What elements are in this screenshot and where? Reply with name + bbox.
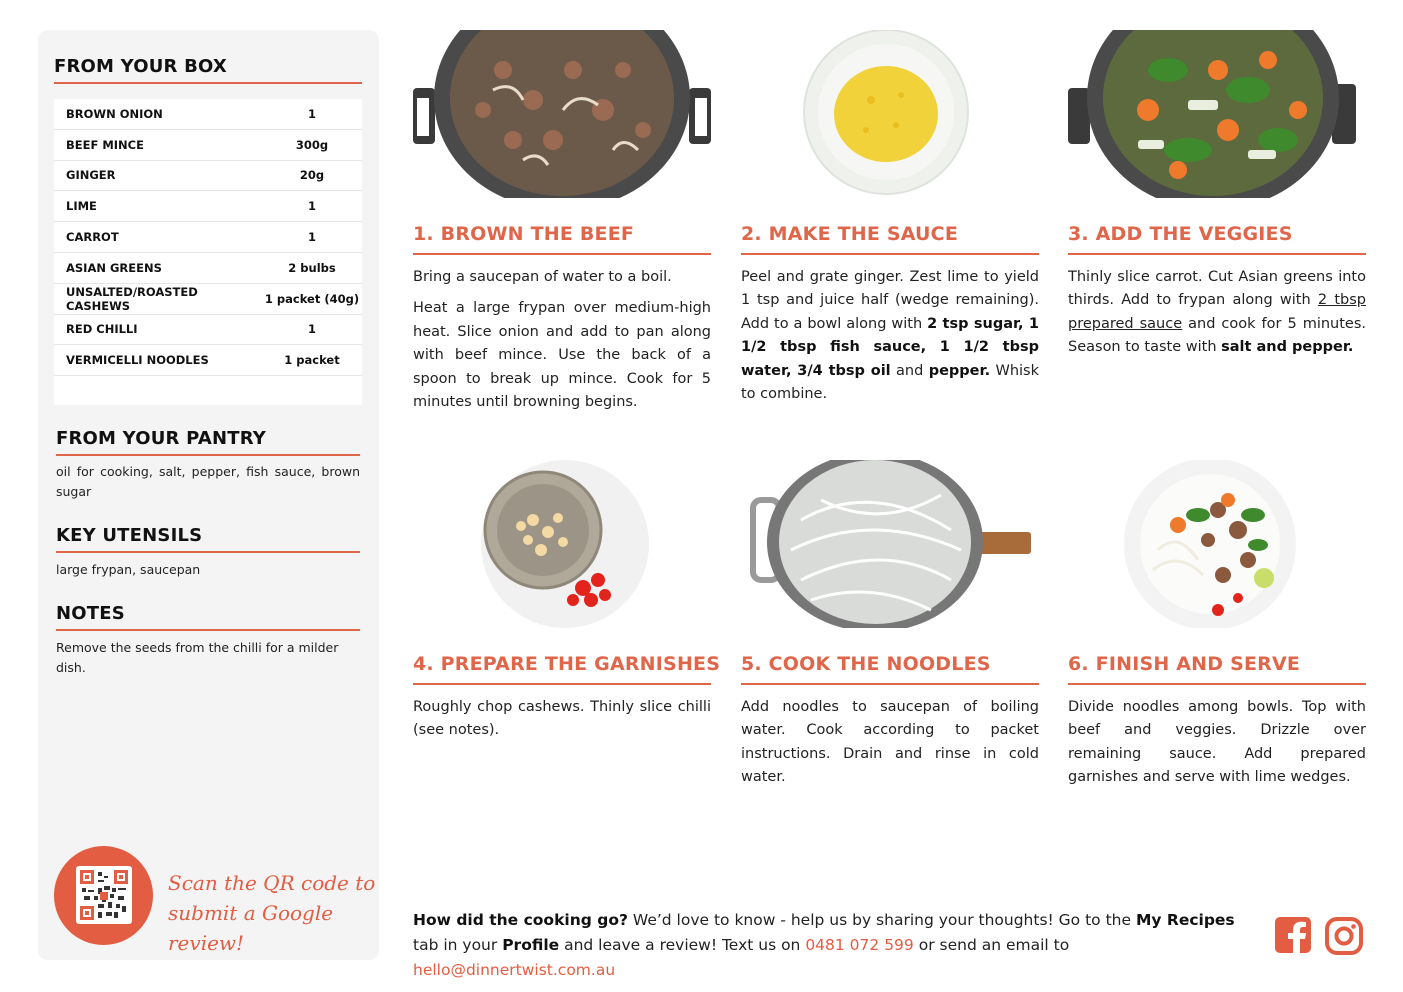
step-3-para	[1068, 266, 1366, 360]
step-5-para: Add noodles to saucepan of boiling water. Cook according to packet instructions. Drain and rinse in cold water.	[741, 699, 1039, 786]
utensils-rule	[56, 551, 360, 553]
step-2-text: Whisk to combine.	[741, 362, 1039, 403]
ingredients-table	[54, 99, 362, 405]
ingredient-name: UNSALTED/ROASTED CASHEWS	[66, 284, 198, 313]
notes-text: Remove the seeds from the chilli for a milder dish.	[56, 640, 339, 675]
pantry-rule	[56, 454, 360, 456]
ingredient-qty: 1	[307, 106, 316, 121]
step-6-rule	[1068, 683, 1366, 685]
finished-dish-photo	[1068, 460, 1366, 628]
ingredient-row	[54, 345, 362, 376]
step-2-para	[741, 266, 1039, 406]
step-2	[741, 30, 1039, 430]
footer-question: How did the cooking go?	[413, 911, 628, 929]
step-1	[413, 30, 711, 430]
step-5	[741, 460, 1039, 786]
notes-rule	[56, 629, 360, 631]
step-6-para: Divide noodles among bowls. Top with beef and veggies. Drizzle over remaining sauce. Add prepared garnishes and serve with lime wedges.	[1068, 699, 1366, 786]
ingredient-row	[54, 315, 362, 346]
footer-bold: My Recipes	[1135, 911, 1235, 929]
step-3-title: 3. ADD THE VEGGIES	[1068, 223, 1293, 245]
step-6	[1068, 460, 1366, 800]
step-1-para: Heat a large frypan over medium-high heat. Slice onion and add to pan along with beef mince. Use the back of a spoon to break up mince. Cook for 5 minutes until browning begins.	[413, 300, 711, 411]
qr-caption-line: Scan the QR code to	[168, 871, 376, 895]
step-2-text: and	[890, 362, 929, 379]
ingredient-row	[54, 191, 362, 222]
step-3-underline: 2 tbsp prepared sauce	[1068, 292, 1366, 332]
ingredient-name: ASIAN GREENS	[66, 260, 162, 275]
step-3-bold: salt and pepper.	[1221, 339, 1354, 356]
ingredient-row	[54, 99, 362, 130]
step-2-bold: pepper.	[928, 362, 991, 379]
ingredient-qty: 1 packet (40g)	[264, 291, 360, 306]
veggies-pan-photo	[1068, 30, 1366, 198]
step-5-body	[741, 696, 1039, 798]
step-6-body	[1068, 696, 1366, 798]
footer-text: and leave a review! Text us on	[559, 936, 806, 954]
ingredient-qty: 300g	[295, 137, 329, 152]
ingredient-name: VERMICELLI NOODLES	[66, 353, 209, 368]
ingredient-name: BEEF MINCE	[66, 137, 144, 152]
instagram-icon[interactable]	[1325, 917, 1363, 955]
step-4-para: Roughly chop cashews. Thinly slice chilli (see notes).	[413, 699, 711, 739]
ingredient-name: CARROT	[66, 230, 119, 245]
footer-bold: Profile	[502, 936, 560, 954]
step-1-body	[413, 266, 711, 422]
footer-phone-link[interactable]: 0481 072 599	[805, 936, 914, 954]
ingredient-row	[54, 222, 362, 253]
sidebar-panel	[38, 30, 379, 960]
ingredient-qty: 1	[307, 230, 316, 245]
ingredient-row	[54, 253, 362, 284]
utensils-text: large frypan, saucepan	[56, 562, 201, 577]
ingredient-name: RED CHILLI	[66, 322, 138, 337]
step-5-rule	[741, 683, 1039, 685]
step-3-rule	[1068, 253, 1366, 255]
qr-review-caption	[168, 868, 379, 958]
step-6-title: 6. FINISH AND SERVE	[1068, 653, 1301, 675]
sauce-bowl-photo	[741, 30, 1039, 198]
step-2-bold: 2 tsp sugar, 1 1/2 tbsp fish sauce, 1 1/2 tbsp water, 3/4 tbsp oil	[741, 315, 1039, 379]
step-2-text: Peel and grate ginger. Zest lime to yield 1 tsp and juice half (wedge remaining). Add to a bowl along with	[741, 269, 1039, 332]
step-3-text: and cook for 5 minutes. Season to taste with	[1068, 315, 1366, 356]
ingredient-qty: 1 packet	[284, 353, 340, 368]
step-2-title: 2. MAKE THE SAUCE	[741, 223, 958, 245]
ingredient-row	[54, 284, 362, 315]
footer-text: tab in your	[413, 936, 503, 954]
step-3	[1068, 30, 1366, 430]
step-4	[413, 460, 721, 780]
noodles-pot-photo	[741, 460, 1039, 628]
utensils-title: KEY UTENSILS	[56, 525, 203, 546]
facebook-icon[interactable]	[1275, 917, 1313, 955]
ingredient-qty: 20g	[299, 168, 325, 183]
step-1-title: 1. BROWN THE BEEF	[413, 223, 635, 245]
ingredient-row	[54, 161, 362, 192]
ingredient-qty: 1	[307, 199, 316, 214]
ingredient-row	[54, 130, 362, 161]
step-1-para: Bring a saucepan of water to a boil.	[413, 269, 672, 285]
step-1-rule	[413, 253, 711, 255]
box-title: FROM YOUR BOX	[54, 56, 227, 77]
ingredient-qty: 2 bulbs	[288, 260, 336, 275]
feedback-footer	[413, 908, 1263, 983]
step-5-title: 5. COOK THE NOODLES	[741, 653, 991, 675]
qr-caption-line: submit a Google review!	[168, 901, 334, 955]
ingredient-name: LIME	[66, 199, 97, 214]
ingredient-name: BROWN ONION	[66, 106, 163, 121]
beef-pan-photo	[413, 30, 711, 198]
qr-code-icon	[76, 866, 132, 924]
notes-title: NOTES	[56, 603, 125, 624]
step-4-rule	[413, 683, 711, 685]
step-4-body	[413, 696, 711, 751]
footer-text: We’d love to know - help us by sharing your thoughts! Go to the	[627, 911, 1136, 929]
garnish-bowl-photo	[413, 460, 711, 628]
box-title-rule	[54, 82, 362, 84]
pantry-title: FROM YOUR PANTRY	[56, 428, 266, 449]
ingredient-qty: 1	[307, 322, 316, 337]
step-2-rule	[741, 253, 1039, 255]
footer-text: or send an email to	[913, 936, 1070, 954]
ingredient-name: GINGER	[66, 168, 116, 183]
step-3-text: Thinly slice carrot. Cut Asian greens into thirds. Add to frypan along with	[1068, 269, 1366, 309]
qr-code-badge[interactable]	[54, 846, 153, 945]
footer-email-link[interactable]: hello@dinnertwist.com.au	[413, 961, 616, 979]
step-3-body	[1068, 266, 1366, 368]
step-4-title: 4. PREPARE THE GARNISHES	[413, 653, 721, 675]
pantry-text: oil for cooking, salt, pepper, fish sauce, brown sugar	[56, 464, 360, 499]
step-2-body	[741, 266, 1039, 414]
